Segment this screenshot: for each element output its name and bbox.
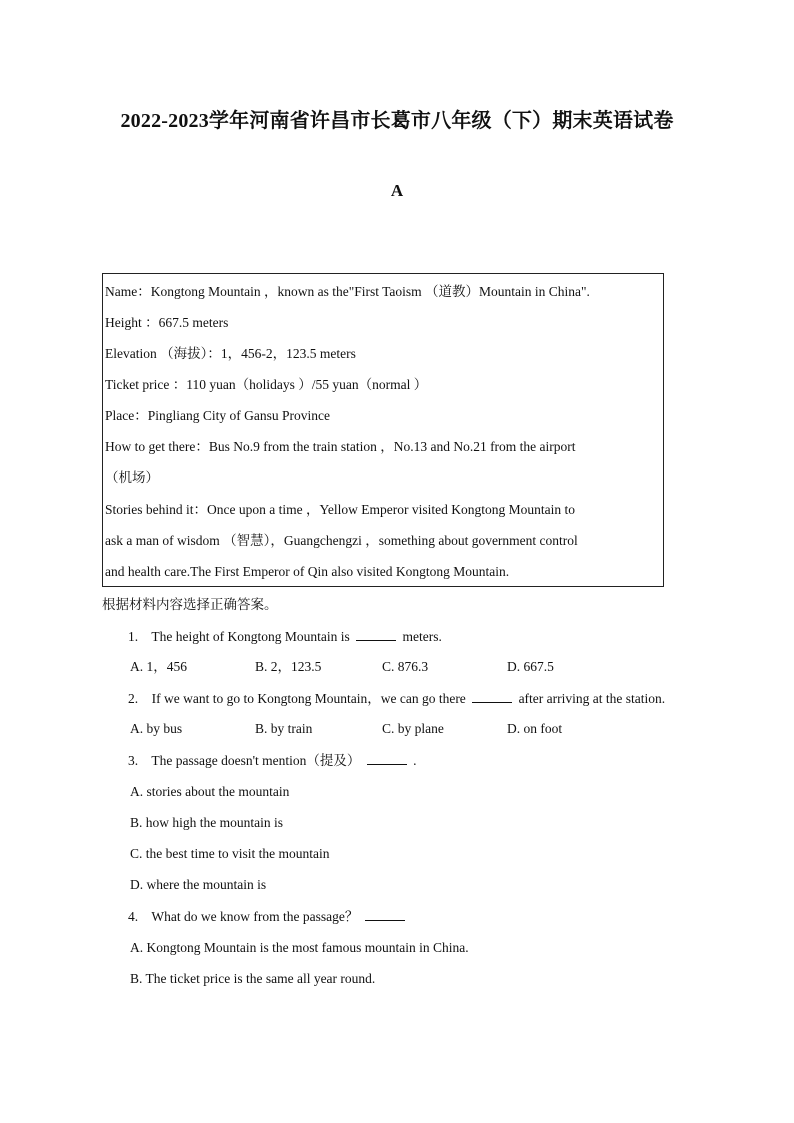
option-b: B. The ticket price is the same all year round. (130, 971, 376, 986)
answer-blank (367, 752, 407, 765)
info-box (102, 273, 664, 587)
question-text: What do we know from the passage？ (151, 909, 359, 924)
question-text: The passage doesn't mention（提及） (151, 753, 361, 768)
info-stories-line-1: Stories behind it：Once upon a time ，Yellow Emperor visited Kongtong Mountain to (105, 502, 575, 517)
answer-blank (365, 908, 405, 921)
option-b: B. by train (255, 721, 313, 736)
question-text: The height of Kongtong Mountain is (151, 629, 350, 644)
question-3 (128, 752, 417, 769)
option-c: C. the best time to visit the mountain (130, 846, 330, 861)
section-heading: A (390, 181, 404, 200)
question-4 (128, 908, 408, 925)
question-text-end: . (413, 753, 417, 768)
info-place: Place：Pingliang City of Gansu Province (105, 408, 330, 423)
info-name: Name：Kongtong Mountain ，known as the"First Taoism （道教）Mountain in China". (105, 284, 590, 299)
question-text-end: meters. (402, 629, 442, 644)
info-stories-line-2: ask a man of wisdom （智慧），Guangchengzi ，something about government control (105, 533, 578, 548)
question-text: If we want to go to Kongtong Mountain，we can go there (151, 691, 466, 706)
info-how-to-get-there: How to get there：Bus No.9 from the train station ，No.13 and No.21 from the airport (105, 439, 576, 454)
option-c: C. by plane (382, 721, 444, 736)
option-a: A. Kongtong Mountain is the most famous mountain in China. (130, 940, 469, 955)
info-how-to-get-there-cont: （机场） (105, 470, 159, 485)
option-c: C. 876.3 (382, 659, 429, 674)
info-ticket: Ticket price ：110 yuan（holidays ）/55 yuan（normal ） (105, 377, 428, 392)
question-number: 1. (128, 629, 139, 644)
option-d: D. on foot (507, 721, 563, 736)
question-number: 3. (128, 753, 139, 768)
option-d: D. 667.5 (507, 659, 554, 674)
question-2 (128, 690, 665, 707)
option-b: B. how high the mountain is (130, 815, 283, 830)
info-elevation: Elevation （海拔）：1，456-2，123.5 meters (105, 346, 356, 361)
instruction: 根据材料内容选择正确答案。 (102, 597, 278, 612)
page-title: 2022-2023学年河南省许昌市长葛市八年级（下）期末英语试卷 (120, 110, 674, 132)
question-number: 2. (128, 691, 139, 706)
info-height: Height ：667.5 meters (105, 315, 229, 330)
option-a: A. by bus (130, 721, 183, 736)
option-a: A. stories about the mountain (130, 784, 290, 799)
option-d: D. where the mountain is (130, 877, 267, 892)
option-b: B. 2，123.5 (255, 659, 322, 674)
answer-blank (356, 628, 396, 641)
question-text-end: after arriving at the station. (518, 691, 666, 706)
option-a: A. 1，456 (130, 659, 187, 674)
question-1 (128, 628, 442, 645)
question-number: 4. (128, 909, 139, 924)
info-stories-line-3: and health care.The First Emperor of Qin also visited Kongtong Mountain. (105, 564, 510, 579)
answer-blank (472, 690, 512, 703)
